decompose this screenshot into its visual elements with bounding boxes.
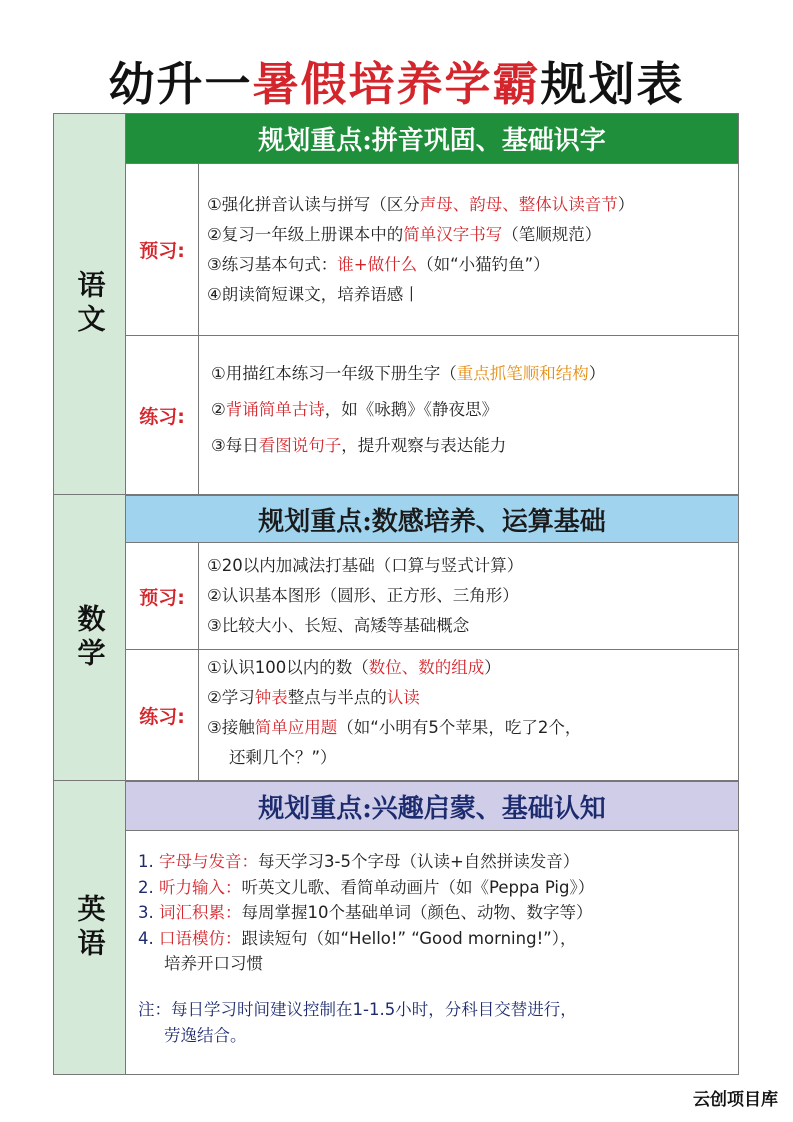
math-practice-label: 练习: bbox=[126, 650, 199, 781]
english-note-line-2: 劳逸结合。 bbox=[164, 1025, 247, 1045]
math-practice-line-1: ①认识100以内的数（数位、数的组成） bbox=[207, 658, 501, 677]
english-banner: 规划重点:兴趣启蒙、基础认知 bbox=[126, 781, 738, 831]
subject-english-label: 英语 bbox=[73, 893, 107, 962]
chinese-practice-label: 练习: bbox=[126, 336, 199, 495]
chinese-banner: 规划重点:拼音巩固、基础识字 bbox=[126, 114, 738, 164]
chinese-preview-line-3: ③练习基本句式：谁+做什么（如“小猫钓鱼”） bbox=[207, 255, 550, 274]
math-practice-content bbox=[199, 650, 738, 781]
title-part3: 规划表 bbox=[540, 57, 685, 111]
math-preview-label: 预习: bbox=[126, 543, 199, 650]
subject-chinese bbox=[54, 114, 126, 495]
subject-english bbox=[54, 781, 126, 1074]
math-practice-line-3: ③接触简单应用题（如“小明有5个苹果，吃了2个， bbox=[207, 718, 582, 737]
page-title bbox=[0, 48, 793, 114]
chinese-preview-content bbox=[199, 164, 738, 336]
math-banner: 规划重点:数感培养、运算基础 bbox=[126, 495, 738, 543]
chinese-preview-line-2: ②复习一年级上册课本中的简单汉字书写（笔顺规范） bbox=[207, 225, 602, 244]
chinese-practice-content bbox=[199, 336, 738, 495]
chinese-practice-line-1: ①用描红本练习一年级下册生字（重点抓笔顺和结构） bbox=[211, 364, 606, 383]
plan-table bbox=[53, 113, 739, 1075]
title-part2: 暑假培养学霸 bbox=[252, 57, 541, 111]
chinese-preview-label: 预习: bbox=[126, 164, 199, 336]
subject-math-label: 数学 bbox=[73, 603, 107, 672]
subject-chinese-label: 语文 bbox=[73, 270, 107, 338]
english-item-4-cont: 培养开口习惯 bbox=[164, 954, 263, 973]
chinese-preview-line-4: ④朗读简短课文，培养语感丨 bbox=[207, 285, 420, 304]
chinese-practice-line-2: ②背诵简单古诗，如《咏鹅》《静夜思》 bbox=[211, 400, 499, 419]
chinese-preview-line-1: ①强化拼音认读与拼写（区分声母、韵母、整体认读音节） bbox=[207, 195, 635, 214]
english-item-4: 4. 口语模仿：跟读短句（如“Hello!” “Good morning!”）， bbox=[138, 928, 577, 948]
math-preview-content bbox=[199, 543, 738, 650]
english-content bbox=[126, 831, 738, 1076]
english-note-line-1: 注：每日学习时间建议控制在1-1.5小时，分科目交替进行， bbox=[138, 999, 577, 1019]
watermark: 云创项目库 bbox=[693, 1090, 778, 1110]
chinese-practice-line-3: ③每日看图说句子，提升观察与表达能力 bbox=[211, 436, 507, 455]
subject-math bbox=[54, 495, 126, 781]
english-item-1: 1. 字母与发音：每天学习3-5个字母（认读+自然拼读发音） bbox=[138, 852, 580, 871]
math-practice-line-4: 还剩几个？”） bbox=[229, 748, 337, 767]
math-preview-line-3: ③比较大小、长短、高矮等基础概念 bbox=[207, 616, 470, 635]
math-preview-line-2: ②认识基本图形（圆形、正方形、三角形） bbox=[207, 586, 519, 605]
title-part1: 幼升一 bbox=[108, 57, 253, 111]
english-item-3: 3. 词汇积累：每周掌握10个基础单词（颜色、动物、数字等） bbox=[138, 903, 593, 922]
math-practice-line-2: ②学习钟表整点与半点的认读 bbox=[207, 688, 420, 707]
english-note bbox=[138, 997, 738, 1049]
english-item-2: 2. 听力输入：听英文儿歌、看简单动画片（如《Peppa Pig》） bbox=[138, 877, 595, 897]
math-preview-line-1: ①20以内加减法打基础（口算与竖式计算） bbox=[207, 556, 524, 575]
